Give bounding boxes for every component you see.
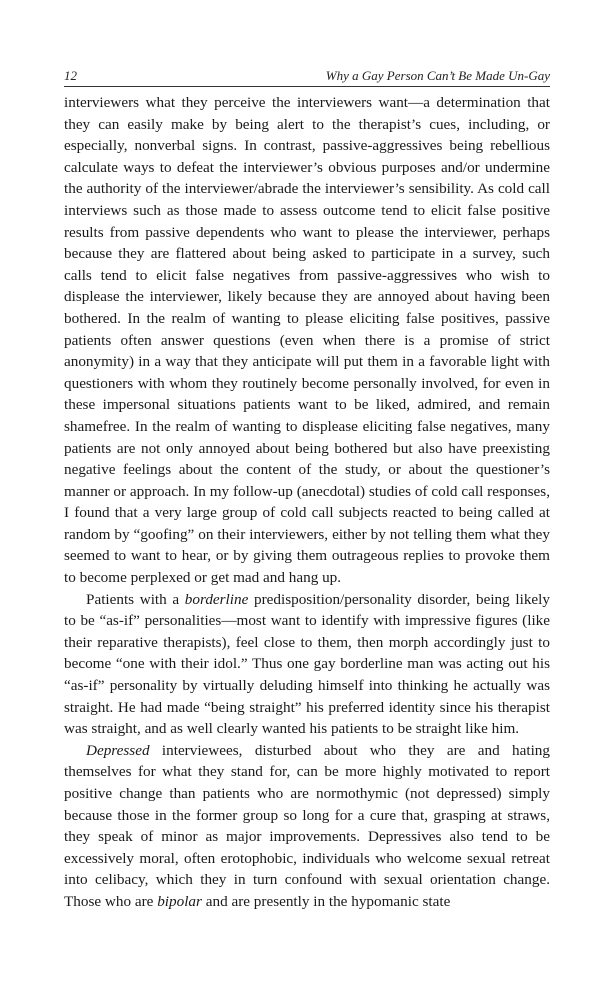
paragraph-text: Patients with a [86, 590, 185, 608]
italic-term: borderline [184, 590, 249, 608]
paragraph [64, 92, 550, 589]
paragraph-text: interviewees, disturbed about who they are and hating themselves for what they stand for, can be more highly motivated to report positive change than patients who are normothymic (not depressed) simply because those in the former group so long for a cure that, grasping at straws, they speak of minor as major improvements. Depressives also tend to be excessively moral, often erotophobic, individuals who welcome sexual retreat into celibacy, which they in turn confound with sexual orientation change. Those who are [64, 741, 550, 910]
page-header [64, 60, 550, 84]
running-title: Why a Gay Person Can’t Be Made Un-Gay [325, 68, 550, 83]
paragraph [64, 589, 550, 740]
header-rule [64, 86, 550, 87]
italic-term: Depressed [86, 741, 150, 759]
italic-term: bipolar [157, 892, 202, 910]
body-text [64, 92, 550, 913]
paragraph-text: predisposition/personality disorder, being likely to be “as-if” personalities—most want to identify with impressive figures (like their reparative therapists), feel close to them, then morph accordingly just to become “one with their idol.” Thus one gay borderline man was acting out his “as-if” personality by virtually deluding himself into thinking he actually was straight. He had made “being straight” his preferred identity since his therapist was straight, and as well clearly wanted his patients to be straight like him. [64, 590, 550, 738]
page-number: 12 [64, 68, 77, 83]
paragraph-text: and are presently in the hypomanic state [201, 892, 451, 910]
paragraph-text: interviewers what they perceive the interviewers want—a determination that they can easily make by being alert to the therapist’s cues, including, or especially, nonverbal signs. In contrast, passive-aggressives being rebellious calculate ways to defeat the interviewer’s obvious purposes and/or undermine the authority of the interviewer/abrade the interviewer’s sensibility. As cold call interviews such as those made to assess outcome tend to elicit false positive results from passive dependents who want to please the interviewer, perhaps because they are flattered about being asked to participate in a survey, such calls tend to elicit false negatives from passive-aggressives who wish to displease the interviewer, likely because they are annoyed about having been bothered. In the realm of wanting to please eliciting false positives, passive patients often answer questions (even when there is a promise of strict anonymity) in a way that they anticipate will put them in a favorable light with questioners with whom they routinely become personally involved, for even in these impersonal situations patients want to be liked, admired, and remain shamefree. In the realm of wanting to displease eliciting false negatives, many patients are not only annoyed about being bothered but also have preexisting negative feelings about the content of the study, or about the questioner’s manner or approach. In my follow-up (anecdotal) studies of cold call responses, I found that a very large group of cold call subjects reacted to being called at random by “goofing” on their interviewers, either by not telling them what they seemed to want to hear, or by giving them outrageous replies to provoke them to become perplexed or get mad and hang up. [64, 94, 550, 587]
paragraph [64, 740, 550, 913]
